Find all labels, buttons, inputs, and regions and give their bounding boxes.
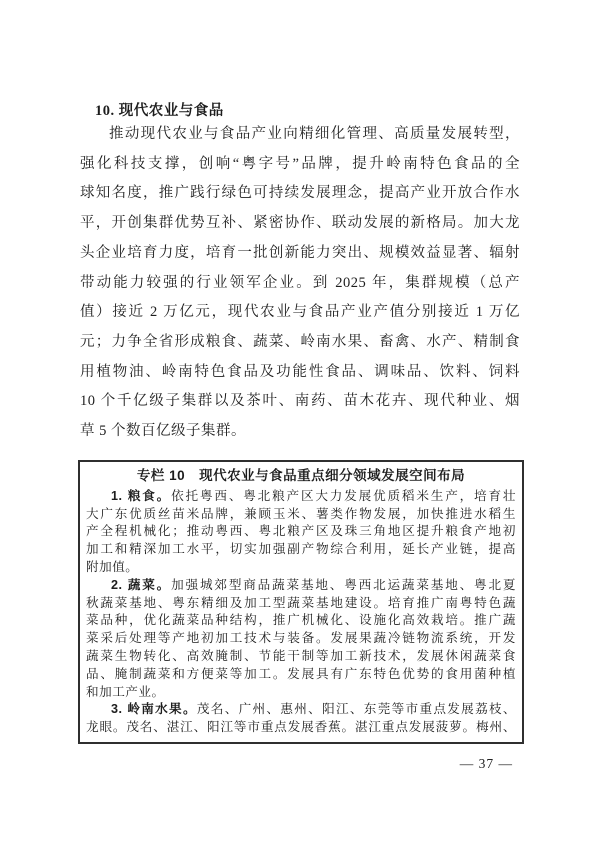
paragraph-line: 带动能力较强的行业领军企业。到 2025 年，集群规模（总产 — [80, 274, 520, 291]
box-item-text: 加强城郊型商品蔬菜基地、粤西北运蔬菜基地、粤北夏 — [171, 577, 517, 592]
paragraph-line: 推动现代农业与食品产业向精细化管理、高质量发展转型， — [109, 126, 520, 142]
box-item-line: 菜采后处理等产地初加工技术与装备。发展果蔬冷链物流系统，开发 — [86, 631, 516, 646]
intro-paragraph — [80, 120, 520, 447]
paragraph-line: 10 个千亿级子集群以及茶叶、南药、苗木花卉、现代种业、烟 — [80, 393, 520, 410]
box-item-first-line — [86, 488, 516, 506]
paragraph-line: 用植物油、岭南特色食品及功能性食品、调味品、饮料、饲料 — [80, 363, 520, 380]
box-item-text: 依托粤西、粤北粮产区大力发展优质稻米生产，培育壮 — [171, 488, 517, 503]
page-number: — 37 — — [459, 756, 513, 771]
box-item-first-line — [86, 577, 516, 595]
box-item-line: 大广东优质丝苗米品牌，兼顾玉米、薯类作物发展，加快推进水稻生 — [86, 506, 516, 521]
paragraph-line: 值）接近 2 万亿元，现代农业与食品产业产值分别接近 1 万亿 — [80, 304, 520, 321]
section-heading: 10. 现代农业与食品 — [95, 103, 224, 119]
box-item-label: 1. 粮食。 — [111, 488, 172, 503]
box-item-label: 3. 岭南水果。 — [111, 702, 197, 717]
paragraph-line: 球知名度，推广践行绿色可持续发展理念，提高产业开放合作水 — [80, 185, 520, 202]
page-content — [80, 103, 520, 744]
paragraph-line: 头企业培育力度，培育一批创新能力突出、规模效益显著、辐射 — [80, 244, 520, 261]
box-item-line: 附加值。 — [86, 559, 139, 574]
box-item-line: 蔬菜生物转化、高效腌制、节能干制等加工新技术，发展休闲蔬菜食 — [86, 648, 516, 663]
box-item-line: 秋蔬菜基地、粤东精细及加工型蔬菜基地建设。培育推广南粤特色蔬 — [86, 595, 516, 610]
paragraph-line: 草 5 个数百亿级子集群。 — [80, 423, 246, 440]
box-item-text: 茂名、广州、惠州、阳江、东莞等市重点发展荔枝、 — [196, 702, 516, 717]
box-item-line: 菜品种，优化蔬菜品种结构，推广机械化、设施化高效栽培。推广蔬 — [86, 613, 516, 628]
paragraph-line: 元；力争全省形成粮食、蔬菜、岭南水果、畜禽、水产、精制食 — [80, 333, 520, 350]
box-item-line: 龙眼。茂名、湛江、阳江等市重点发展香蕉。湛江重点发展菠萝。梅州、 — [86, 720, 516, 735]
callout-box-title: 专栏 10 现代农业与食品重点细分领域发展空间布局 — [136, 467, 466, 483]
box-item-line: 品、腌制蔬菜和方便菜等加工。发展具有广东特色优势的食用菌种植 — [86, 666, 516, 681]
callout-box — [78, 460, 524, 744]
box-item-label: 2. 蔬菜。 — [111, 577, 172, 592]
box-item-line: 产全程机械化；推动粤西、粤北粮产区及珠三角地区提升粮食产地初 — [86, 524, 516, 539]
box-item-line: 和加工产业。 — [86, 684, 165, 699]
box-item-line: 加工和精深加工水平，切实加强副产物综合利用，延长产业链，提高 — [86, 542, 516, 557]
box-item-first-line — [86, 701, 516, 719]
paragraph-line: 平，开创集群优势互补、紧密协作、联动发展的新格局。加大龙 — [80, 215, 520, 232]
paragraph-line: 强化科技支撑，创响“粤字号”品牌，提升岭南特色食品的全 — [80, 155, 520, 172]
